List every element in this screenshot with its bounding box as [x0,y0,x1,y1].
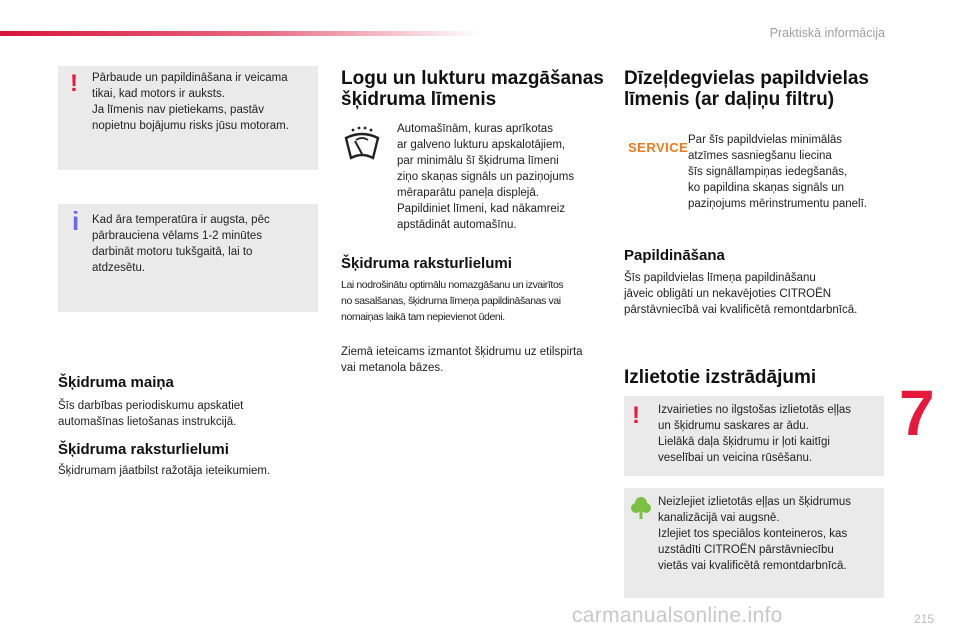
environment-text: Neizlejiet izlietotās eļļas un šķidrumus kanalizācijā vai augsnē. Izlejiet tos speciālos konteineros, kas uzstādīti CITROËN pārstāvniecību vietās vai kvalificētā remontdarbnīcā. [658,496,852,572]
exclamation-icon: ! [632,402,640,429]
info-icon: i [72,206,80,236]
info-text: Kad āra temperatūra ir augsta, pēc pārbrauciena vēlams 1-2 minūtes darbināt motoru tukšgaitā, lai to atdzesētu. [92,214,270,274]
fluid-change-heading: Šķidruma maiņa [58,374,174,391]
fluid-spec-heading: Šķidruma raksturlielumi [58,441,229,458]
watermark: carmanualsonline.info [572,604,783,627]
page-number: 215 [914,612,935,626]
fluid-spec-text: Šķidrumam jāatbilst ražotāja ieteikumiem. [58,465,271,477]
washer-spec-text: Lai nodrošinātu optimālu nomazgāšanu un izvairītos no sasalšanas, šķidruma līmeņa papildināšanas vai nomaiņas laikā tam nepievienot ūdeni. [341,279,564,323]
service-text: Par šīs papildvielas minimālās atzīmes sasniegšanu liecina šīs signāllampiņas iedegšanās, ko papildina skaņas signāls un paziņojums mērinstrumentu panelī. [688,134,867,210]
fluid-change-text: Šīs darbības periodiskumu apskatiet automašīnas lietošanas instrukcijā. [58,400,244,428]
washer-fluid-text: Automašīnām, kuras aprīkotas ar galveno lukturu apskalotājiem, par minimālu šī šķidruma līmeni ziņo skaņas signāls un paziņojums mēraparātu paneļa displejā. Papildiniet līmeni, kad nākamreiz apstādināt automašīnu. [397,123,575,231]
washer-spec-heading: Šķidruma raksturlielumi [341,255,512,272]
used-products-heading: Izlietotie izstrādājumi [624,367,817,388]
tree-eco-icon [630,496,652,520]
chapter-number: 7 [899,377,935,449]
exclamation-icon: ! [70,70,78,97]
refill-heading: Papildināšana [624,247,725,264]
top-accent-bar [0,31,480,36]
diesel-additive-heading: Dīzeļdegvielas papildvielas līmenis (ar daļiņu filtru) [624,68,869,110]
refill-text: Šīs papildvielas līmeņa papildināšanu jāveic obligāti un nekavējoties CITROËN pārstāvniecībā vai kvalificētā remontdarbnīcā. [624,272,858,316]
windscreen-washer-icon [343,126,381,162]
washer-fluid-heading: Logu un lukturu mazgāšanas šķidruma līmenis [341,68,604,110]
winter-advice-text: Ziemā ieteicams izmantot šķidrumu uz etilspirta vai metanola bāzes. [341,346,583,374]
warning-text: Pārbaude un papildināšana ir veicama tikai, kad motors ir auksts. Ja līmenis nav pietiekams, pastāv nopietnu bojājumu risks jūsu motoram. [92,72,289,132]
service-warning-icon: SERVICE [628,140,689,155]
used-warning-text: Izvairieties no ilgstošas izlietotās eļļas un šķidrumu saskares ar ādu. Lielākā daļa šķidrumu ir ļoti kaitīgi veselībai un veicina rūsēšanu. [658,404,852,464]
section-title: Praktiskā informācija [769,26,885,40]
